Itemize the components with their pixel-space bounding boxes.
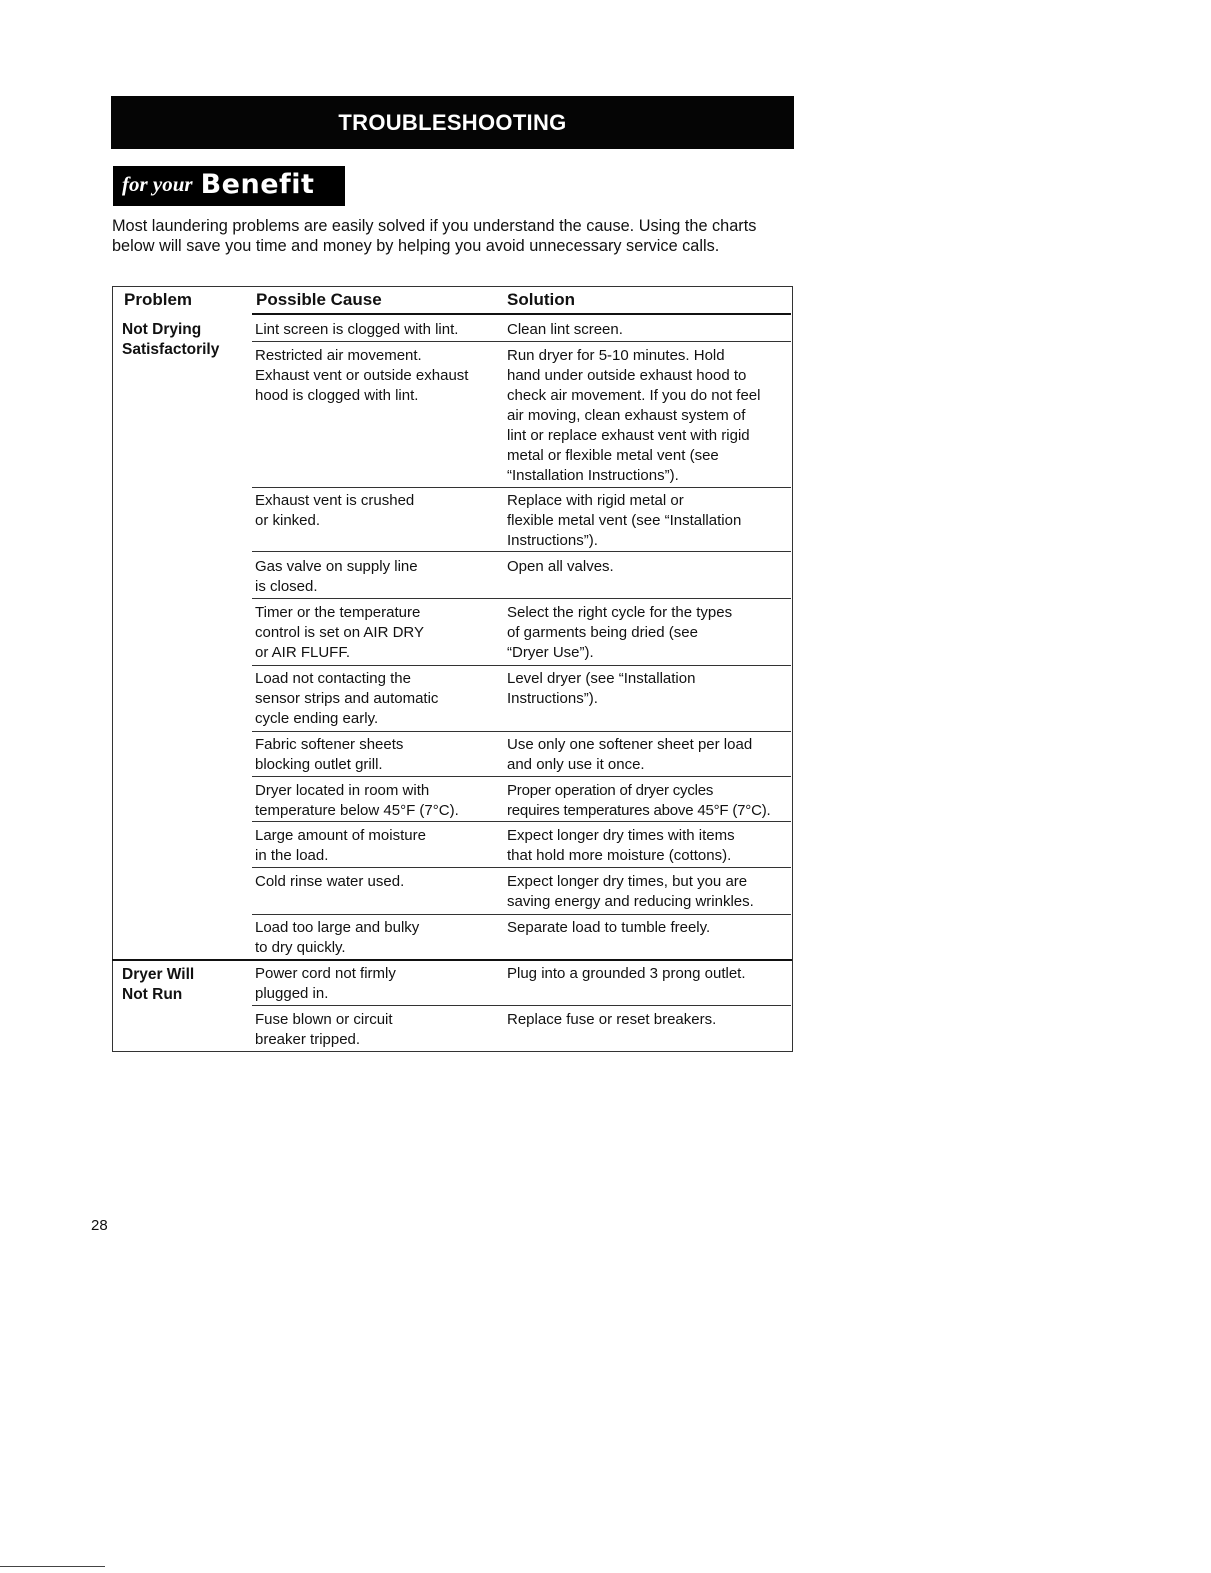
for-your-benefit-logo <box>113 166 345 205</box>
solution-cell: Plug into a grounded 3 prong outlet. <box>507 965 746 982</box>
cause-cell: Exhaust vent is crushed or kinked. <box>255 492 415 529</box>
row-divider <box>252 341 791 342</box>
cause-cell: Cold rinse water used. <box>255 873 405 890</box>
problem-not-drying: Not Drying Satisfactorily <box>122 321 220 358</box>
row-divider <box>252 1005 791 1006</box>
column-header-cause: Possible Cause <box>256 290 382 309</box>
solution-cell: Replace fuse or reset breakers. <box>507 1011 717 1028</box>
column-header-solution: Solution <box>507 290 575 309</box>
section-divider <box>112 959 792 961</box>
column-header-problem: Problem <box>124 290 193 309</box>
row-divider <box>252 487 791 488</box>
cause-cell: Fuse blown or circuit breaker tripped. <box>255 1011 393 1048</box>
row-divider <box>252 914 791 915</box>
row-divider <box>252 776 791 777</box>
cause-cell: Restricted air movement. Exhaust vent or outside exhaust hood is clogged with lint. <box>255 347 469 404</box>
page-title: TROUBLESHOOTING <box>338 109 567 135</box>
cause-cell: Lint screen is clogged with lint. <box>255 321 459 338</box>
solution-cell: Run dryer for 5-10 minutes. Hold hand under outside exhaust hood to check air movement. If you do not feel air moving, clean exhaust system of lint or replace exhaust vent with rigid metal or flexible metal vent (see “Installation Instructions”). <box>507 347 761 484</box>
cause-cell: Fabric softener sheets blocking outlet grill. <box>255 736 404 773</box>
page-title-banner <box>111 96 794 149</box>
solution-cell: Open all valves. <box>507 558 614 575</box>
cause-cell: Power cord not firmly plugged in. <box>255 965 396 1002</box>
solution-cell: Select the right cycle for the types of garments being dried (see “Dryer Use”). <box>507 604 733 661</box>
intro-paragraph: Most laundering problems are easily solved if you understand the cause. Using the charts below will save you time and money by helping you avoid unnecessary service calls. <box>112 217 757 255</box>
problem-dryer-will-not-run: Dryer Will Not Run <box>122 966 195 1003</box>
page-number: 28 <box>91 1217 108 1234</box>
benefit-underline <box>113 203 345 206</box>
row-divider <box>252 598 791 599</box>
solution-cell: Use only one softener sheet per load and only use it once. <box>507 736 753 773</box>
row-divider <box>252 731 791 732</box>
header-divider <box>252 313 791 315</box>
footer-line <box>0 1566 105 1567</box>
benefit-word: Benefit <box>200 168 315 200</box>
solution-cell: Expect longer dry times, but you are saving energy and reducing wrinkles. <box>507 873 754 910</box>
row-divider <box>252 867 791 868</box>
cause-cell: Dryer located in room with temperature below 45°F (7°C). <box>255 782 459 819</box>
solution-cell: Proper operation of dryer cycles requires temperatures above 45°F (7°C). <box>507 782 771 819</box>
solution-cell: Replace with rigid metal or flexible metal vent (see “Installation Instructions”). <box>507 492 742 549</box>
cause-cell: Load too large and bulky to dry quickly. <box>255 919 420 956</box>
row-divider <box>252 665 791 666</box>
benefit-prefix: for your <box>122 171 193 196</box>
row-divider <box>252 821 791 822</box>
row-divider <box>252 551 791 552</box>
cause-cell: Large amount of moisture in the load. <box>255 827 426 864</box>
solution-cell: Expect longer dry times with items that hold more moisture (cottons). <box>507 827 735 864</box>
cause-cell: Load not contacting the sensor strips and automatic cycle ending early. <box>255 670 439 727</box>
solution-cell: Level dryer (see “Installation Instructions”). <box>507 670 696 707</box>
cause-cell: Gas valve on supply line is closed. <box>255 558 418 595</box>
cause-cell: Timer or the temperature control is set on AIR DRY or AIR FLUFF. <box>255 604 424 661</box>
solution-cell: Clean lint screen. <box>507 321 623 338</box>
solution-cell: Separate load to tumble freely. <box>507 919 711 936</box>
